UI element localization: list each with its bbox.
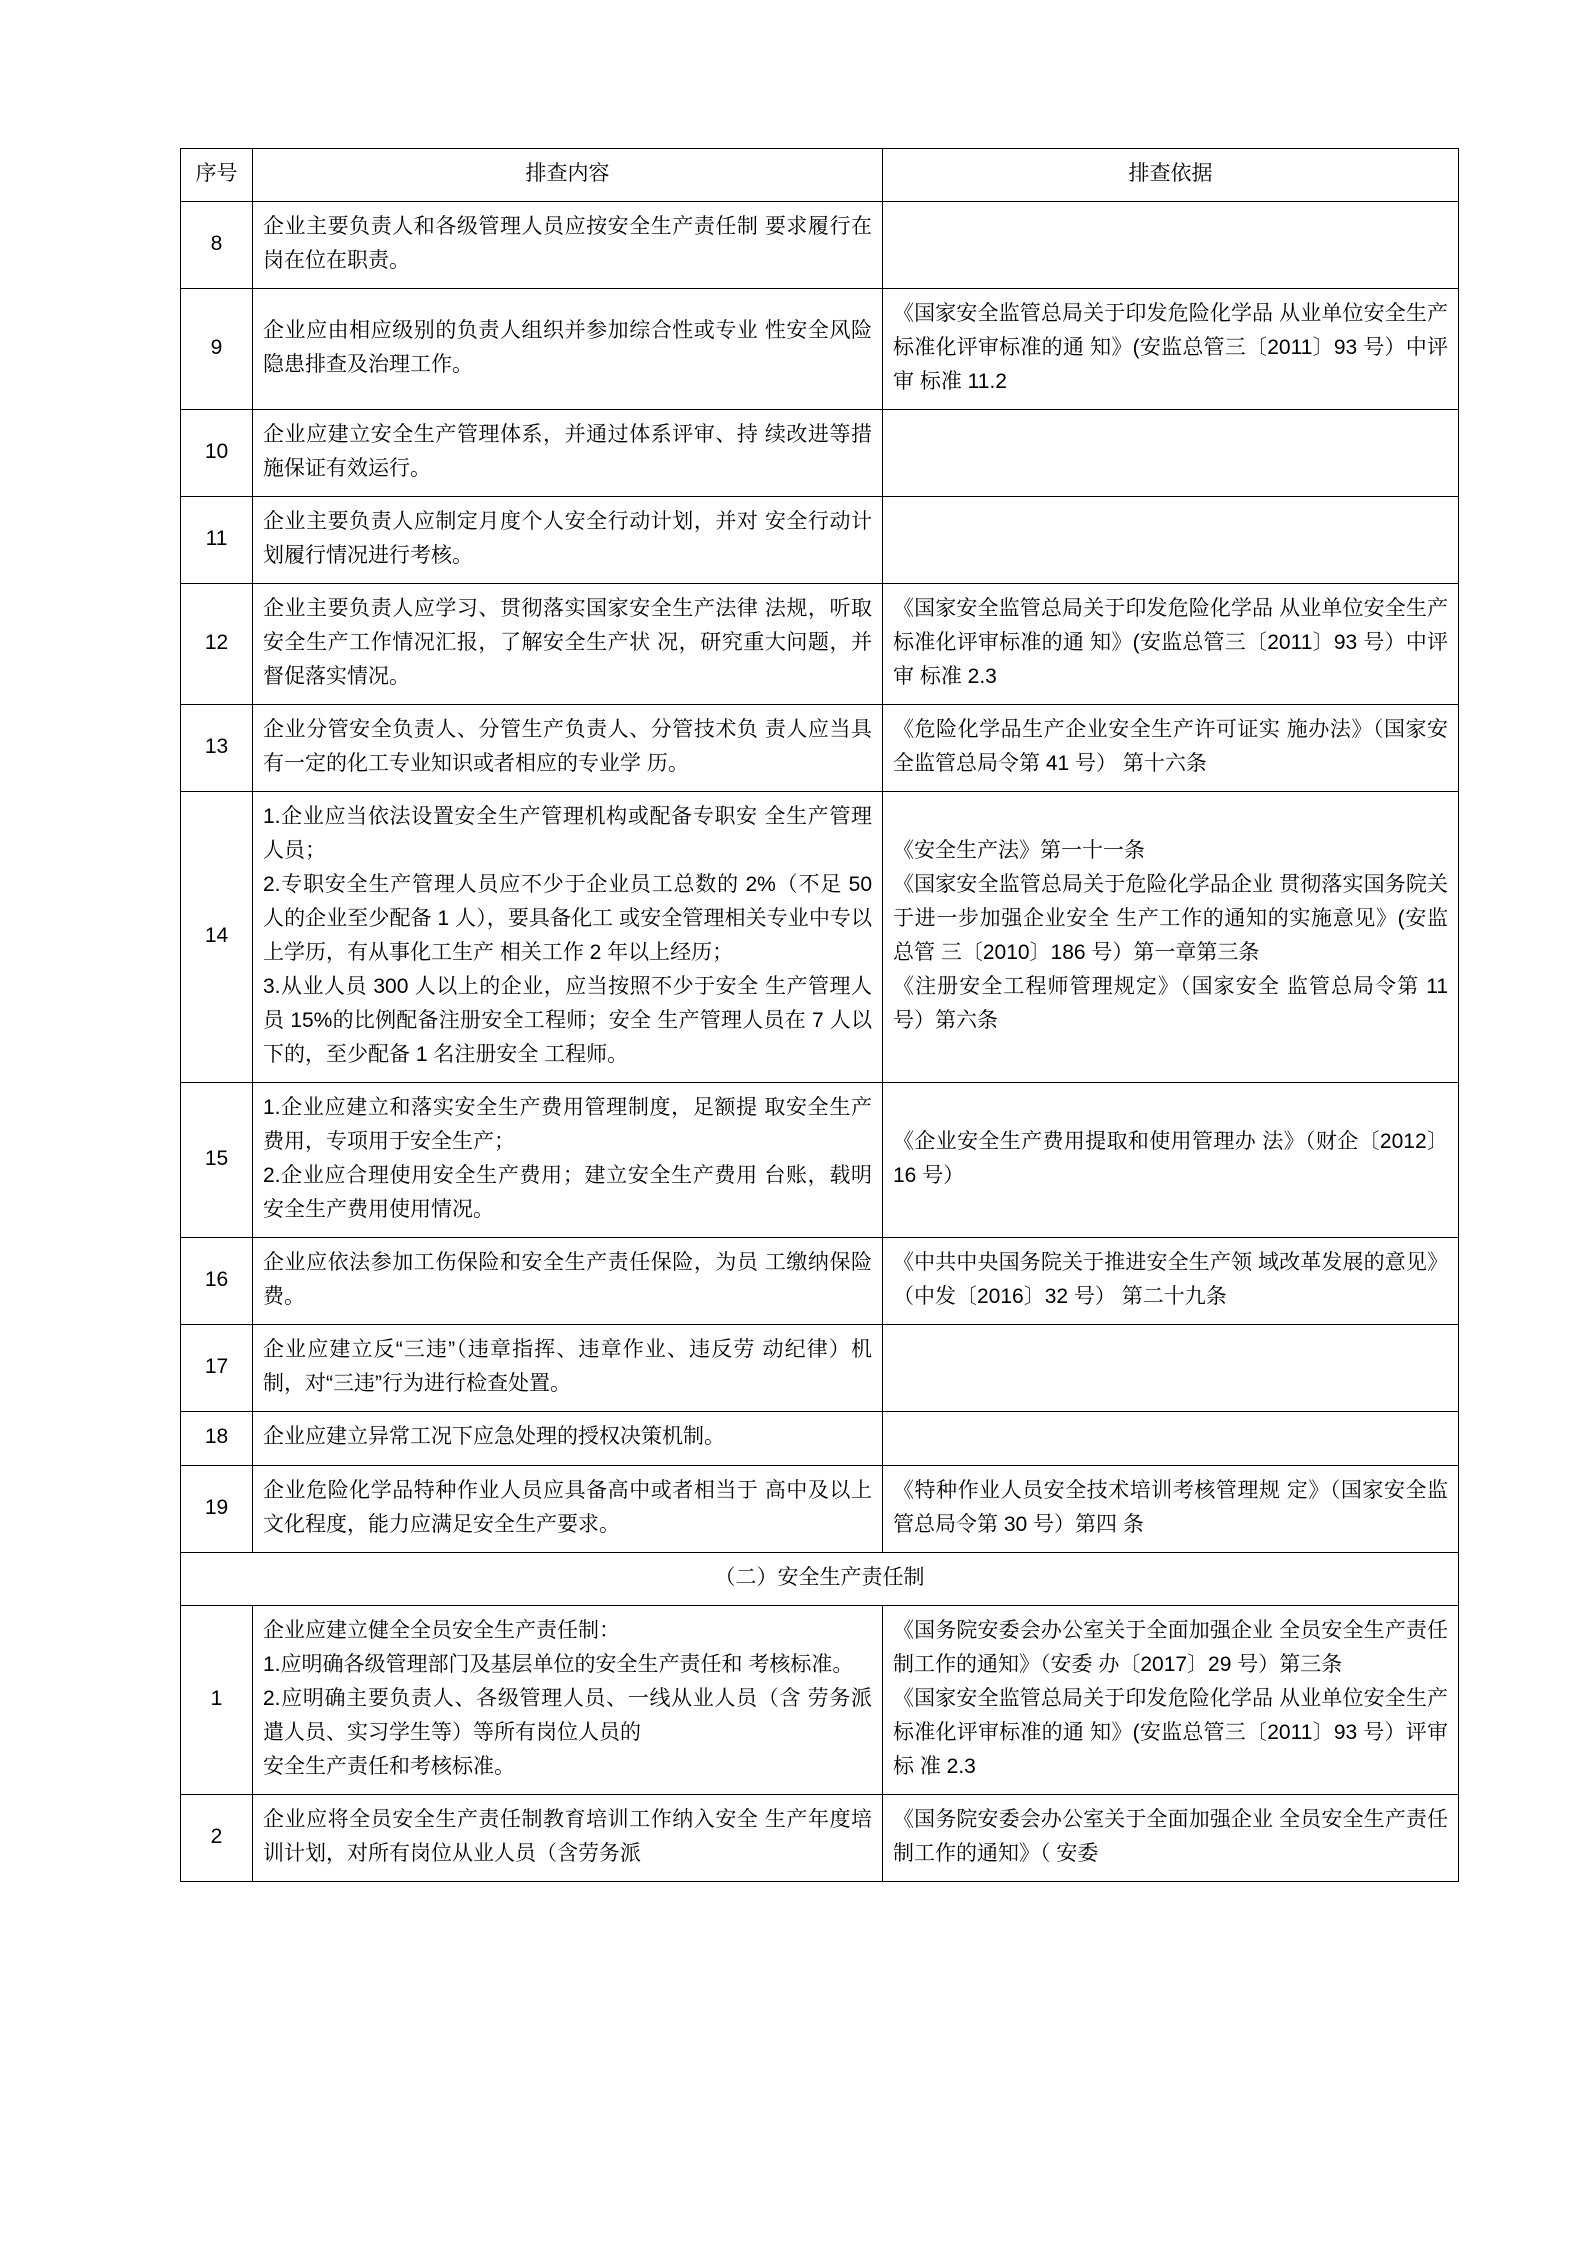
cell-content: 企业应建立安全生产管理体系，并通过体系评审、持 续改进等措施保证有效运行。 (253, 410, 883, 497)
cell-basis (883, 497, 1459, 584)
table-body (181, 202, 1459, 1882)
cell-no: 18 (181, 1412, 253, 1465)
cell-content: 企业应将全员安全生产责任制教育培训工作纳入安全 生产年度培训计划，对所有岗位从业人员（含劳务派 (253, 1794, 883, 1881)
table-header-row (181, 149, 1459, 202)
cell-no: 12 (181, 584, 253, 705)
cell-content: 企业应建立异常工况下应急处理的授权决策机制。 (253, 1412, 883, 1465)
table-row (181, 497, 1459, 584)
cell-basis: 《国务院安委会办公室关于全面加强企业 全员安全生产责任制工作的通知》（ 安委 (883, 1794, 1459, 1881)
cell-basis (883, 1412, 1459, 1465)
table-header (181, 149, 1459, 202)
section-row (181, 1552, 1459, 1605)
cell-basis: 《国家安全监管总局关于印发危险化学品 从业单位安全生产标准化评审标准的通 知》(安监总管三〔2011〕93 号）中评审 标准 2.3 (883, 584, 1459, 705)
cell-no: 14 (181, 792, 253, 1083)
table-row (181, 289, 1459, 410)
cell-basis: 《中共中央国务院关于推进安全生产领 域改革发展的意见》（中发〔2016〕32 号） 第二十九条 (883, 1238, 1459, 1325)
cell-content: 企业分管安全负责人、分管生产负责人、分管技术负 责人应当具有一定的化工专业知识或者相应的专业学 历。 (253, 705, 883, 792)
cell-content: 企业应依法参加工伤保险和安全生产责任保险，为员 工缴纳保险费。 (253, 1238, 883, 1325)
table-row (181, 1465, 1459, 1552)
cell-content: 企业应建立健全全员安全生产责任制： 1.应明确各级管理部门及基层单位的安全生产责任和 考核标准。 2.应明确主要负责人、各级管理人员、一线从业人员（含 劳务派遣人员、实习学生等）等所有岗位人员的 安全生产责任和考核标准。 (253, 1605, 883, 1794)
cell-no: 9 (181, 289, 253, 410)
cell-content: 企业主要负责人应制定月度个人安全行动计划，并对 安全行动计划履行情况进行考核。 (253, 497, 883, 584)
cell-basis (883, 410, 1459, 497)
cell-basis (883, 202, 1459, 289)
cell-basis: 《危险化学品生产企业安全生产许可证实 施办法》（国家安全监管总局令第 41 号） 第十六条 (883, 705, 1459, 792)
cell-no: 16 (181, 1238, 253, 1325)
section-title: （二）安全生产责任制 (181, 1552, 1459, 1605)
cell-content: 企业应建立反“三违”（违章指挥、违章作业、违反劳 动纪律）机制，对“三违”行为进行检查处置。 (253, 1325, 883, 1412)
table-row (181, 1238, 1459, 1325)
table-row (181, 1083, 1459, 1238)
cell-basis: 《安全生产法》第一十一条 《国家安全监管总局关于危险化学品企业 贯彻落实国务院关于进一步加强企业安全 生产工作的通知的实施意见》(安监总管 三〔2010〕186 号）第一章第三条 《注册安全工程师管理规定》（国家安全 监管总局令第 11 号）第六条 (883, 792, 1459, 1083)
cell-content: 企业危险化学品特种作业人员应具备高中或者相当于 高中及以上文化程度，能力应满足安全生产要求。 (253, 1465, 883, 1552)
table-row (181, 1412, 1459, 1465)
cell-no: 13 (181, 705, 253, 792)
header-cell-no: 序号 (181, 149, 253, 202)
table-row (181, 792, 1459, 1083)
cell-content: 企业主要负责人应学习、贯彻落实国家安全生产法律 法规，听取安全生产工作情况汇报，了解安全生产状 况，研究重大问题，并督促落实情况。 (253, 584, 883, 705)
table-row (181, 1794, 1459, 1881)
cell-no: 17 (181, 1325, 253, 1412)
cell-basis: 《企业安全生产费用提取和使用管理办 法》（财企〔2012〕16 号） (883, 1083, 1459, 1238)
table-row (181, 1605, 1459, 1794)
cell-basis: 《国务院安委会办公室关于全面加强企业 全员安全生产责任制工作的通知》（安委 办〔2017〕29 号）第三条 《国家安全监管总局关于印发危险化学品 从业单位安全生产标准化评审标准的通 知》(安监总管三〔2011〕93 号）评审标 准 2.3 (883, 1605, 1459, 1794)
cell-no: 1 (181, 1605, 253, 1794)
table-row (181, 705, 1459, 792)
cell-content: 企业应由相应级别的负责人组织并参加综合性或专业 性安全风险隐患排查及治理工作。 (253, 289, 883, 410)
table-row (181, 584, 1459, 705)
cell-basis (883, 1325, 1459, 1412)
inspection-checklist-table (180, 148, 1459, 1882)
cell-no: 2 (181, 1794, 253, 1881)
cell-no: 11 (181, 497, 253, 584)
cell-basis: 《特种作业人员安全技术培训考核管理规 定》（国家安全监管总局令第 30 号）第四 条 (883, 1465, 1459, 1552)
cell-content: 企业主要负责人和各级管理人员应按安全生产责任制 要求履行在岗在位在职责。 (253, 202, 883, 289)
table-row (181, 202, 1459, 289)
cell-no: 10 (181, 410, 253, 497)
cell-no: 19 (181, 1465, 253, 1552)
cell-no: 8 (181, 202, 253, 289)
table-row (181, 1325, 1459, 1412)
cell-no: 15 (181, 1083, 253, 1238)
header-cell-basis: 排查依据 (883, 149, 1459, 202)
cell-basis: 《国家安全监管总局关于印发危险化学品 从业单位安全生产标准化评审标准的通 知》(安监总管三〔2011〕93 号）中评审 标准 11.2 (883, 289, 1459, 410)
cell-content: 1.企业应建立和落实安全生产费用管理制度，足额提 取安全生产费用，专项用于安全生产； 2.企业应合理使用安全生产费用；建立安全生产费用 台账，载明安全生产费用使用情况。 (253, 1083, 883, 1238)
cell-content: 1.企业应当依法设置安全生产管理机构或配备专职安 全生产管理人员； 2.专职安全生产管理人员应不少于企业员工总数的 2%（不足 50 人的企业至少配备 1 人），要具备化工 或安全管理相关专业中专以上学历，有从事化工生产 相关工作 2 年以上经历； 3.从业人员 300 人以上的企业，应当按照不少于安全 生产管理人员 15%的比例配备注册安全工程师；安全 生产管理人员在 7 人以下的，至少配备 1 名注册安全 工程师。 (253, 792, 883, 1083)
table-row (181, 410, 1459, 497)
header-cell-content: 排查内容 (253, 149, 883, 202)
